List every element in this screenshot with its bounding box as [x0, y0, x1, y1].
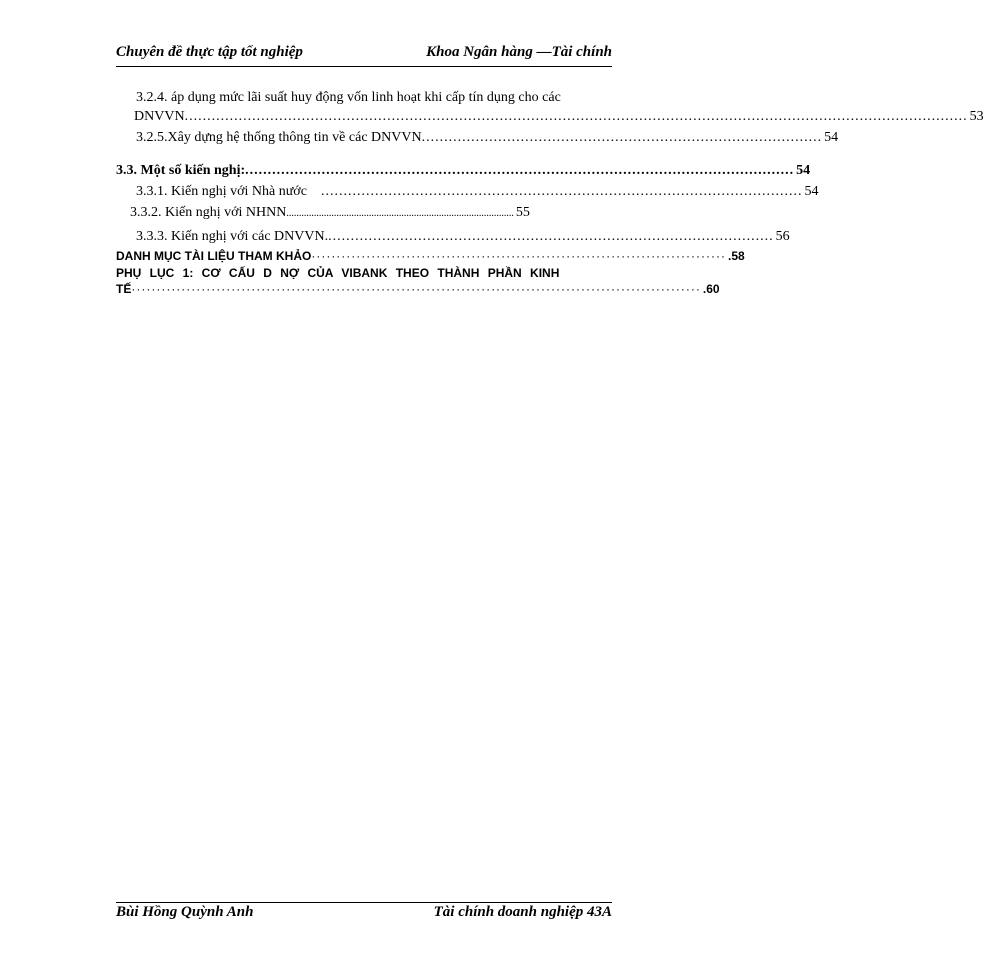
dot-leader: ................................................................................................... — [328, 229, 774, 244]
footer-class: Tài chính doanh nghiệp 43A — [433, 904, 612, 920]
header-left-title: Chuyên đề thực tập tốt nghiệp — [116, 44, 303, 60]
page-footer — [116, 904, 612, 921]
toc-page-number: 56 — [775, 229, 790, 244]
dot-leader: .............................................................................................................................................................................. — [184, 109, 968, 124]
toc-page-number: .58 — [728, 249, 745, 263]
toc-page-number: .60 — [702, 282, 720, 296]
toc-entry-label: PHỤ LỤC 1: CƠ CẤU D NỢ CỦA VIBANK THEO THÀNH PHẦN KINH — [116, 266, 560, 280]
page-header — [116, 44, 612, 61]
toc-entry-label: DANH MỤC TÀI LIỆU THAM KHẢO — [116, 249, 312, 263]
dot-leader: .......................................................................................................................... — [245, 163, 795, 178]
toc-entry-3-3[interactable] — [116, 161, 811, 180]
toc-entry-label: 3.2.4. áp dụng mức lãi suất huy động vốn linh hoạt khi cấp tín dụng cho các — [136, 90, 561, 105]
toc-entry-label-continued: DNVVN — [134, 109, 185, 124]
dot-leader: ··················································································· — [311, 249, 727, 263]
toc-entry-references[interactable] — [116, 248, 745, 265]
dot-leader: ......................................................................................... — [421, 130, 823, 145]
dot-leader: ·················································································································· — [131, 282, 701, 296]
toc-entry-label: 3.3. Một số kiến nghị: — [116, 163, 246, 178]
footer-divider — [116, 902, 612, 903]
toc-entry-3-2-4[interactable] — [116, 88, 984, 126]
toc-entry-label: 3.3.1. Kiến nghị với Nhà nước — [136, 184, 307, 199]
toc-entry-3-3-3[interactable] — [116, 227, 790, 246]
toc-page-number: 53 — [969, 109, 984, 124]
toc-page-number: 55 — [515, 205, 530, 220]
toc-page-number: 54 — [796, 163, 811, 178]
toc-page-number: 54 — [804, 184, 819, 199]
header-divider — [116, 66, 612, 67]
toc-entry-3-2-5[interactable] — [116, 128, 839, 147]
toc-entry-appendix[interactable] — [116, 265, 720, 297]
header-right-title: Khoa Ngân hàng —Tài chính — [426, 44, 612, 60]
toc-entry-label-continued: TẾ — [116, 282, 132, 296]
dot-leader: ........................................................................................... — [286, 208, 514, 219]
toc-entry-3-3-1[interactable] — [116, 182, 819, 201]
footer-author: Bùi Hồng Quỳnh Anh — [116, 904, 254, 920]
table-of-contents — [116, 88, 984, 297]
toc-entry-label: 3.2.5.Xây dựng hệ thống thông tin về các DNVVN — [136, 130, 422, 145]
toc-page-number: 54 — [824, 130, 839, 145]
toc-entry-label: 3.3.2. Kiến nghị với NHNN — [130, 205, 287, 220]
dot-leader: ........................................................................................................... — [320, 184, 803, 199]
toc-entry-label: 3.3.3. Kiến nghị với các DNVVN. — [136, 229, 329, 244]
toc-entry-3-3-2[interactable] — [116, 203, 618, 223]
